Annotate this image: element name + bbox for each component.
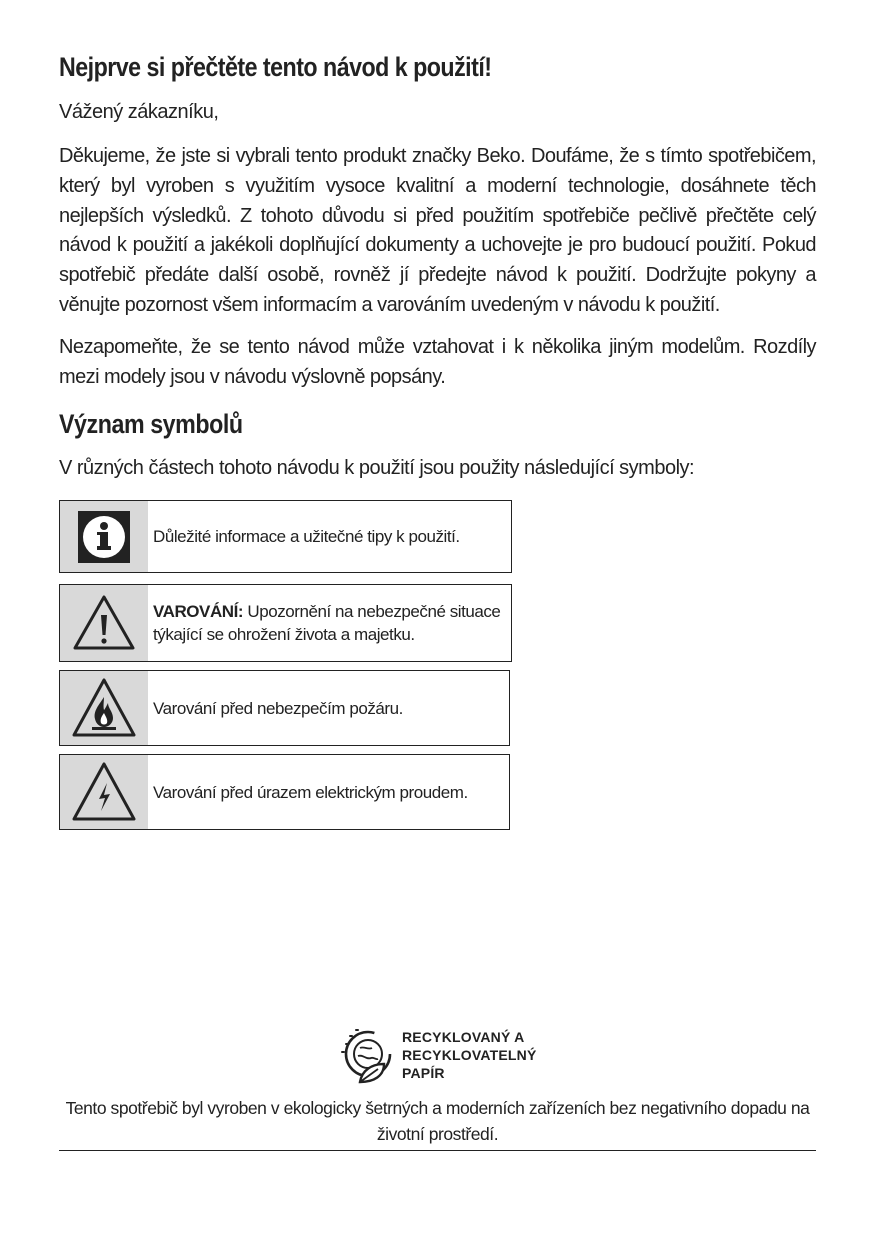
symbols-heading: Význam symbolů <box>59 409 243 439</box>
warning-label: VAROVÁNÍ: <box>153 602 244 621</box>
electric-hazard-icon <box>60 755 148 829</box>
symbol-row-fire <box>59 670 510 746</box>
recycling-leaf-icon <box>338 1024 396 1086</box>
symbol-text <box>148 585 511 661</box>
intro-paragraph: Děkujeme, že jste si vybrali tento produkt značky Beko. Doufáme, že s tímto spotřebičem, který byl vyroben s využitím vysoce kvalitní a moderní technologie, dosáhnete těch nejlepších výsledků. Z tohoto důvodu si před použitím spotřebiče pečlivě přečtěte celý návod k použití a jakékoli doplňující dokumenty a uchovejte je pro budoucí použití. Pokud spotřebič předáte další osobě, rovněž jí předejte návod k použití. Dodržujte pokyny a věnujte pozornost všem informacím a varováním uvedeným v návodu k použití. <box>59 145 816 316</box>
symbol-description: Upozornění na nebezpečné situace týkající se ohrožení života a majetku. <box>153 602 501 644</box>
models-paragraph: Nezapomeňte, že se tento návod může vztahovat i k několika jiným modelům. Rozdíly mezi modely jsou v návodu výslovně popsány. <box>59 336 816 388</box>
symbol-text <box>148 501 460 572</box>
symbol-row-warning <box>59 584 512 662</box>
eco-line-3: PAPÍR <box>402 1065 445 1081</box>
footer-text: Tento spotřebič byl vyroben v ekologicky šetrných a moderních zařízeních bez negativního dopadu na životní prostředí. <box>65 1098 810 1144</box>
eco-line-2: RECYKLOVATELNÝ <box>402 1047 537 1063</box>
symbol-text <box>148 671 403 745</box>
symbol-description: Důležité informace a užitečné tipy k použití. <box>153 527 460 546</box>
symbol-description: Varování před nebezpečím požáru. <box>153 698 403 718</box>
symbol-row-electric <box>59 754 510 830</box>
symbol-description: Varování před úrazem elektrickým proudem. <box>153 782 468 802</box>
symbol-row-info <box>59 500 512 573</box>
page-title: Nejprve si přečtěte tento návod k použití! <box>59 52 492 82</box>
warning-icon <box>60 585 148 661</box>
symbols-intro: V různých částech tohoto návodu k použití jsou použity následující symboly: <box>59 457 695 479</box>
footer-divider <box>59 1150 816 1151</box>
symbol-text <box>148 755 468 829</box>
recycled-paper-badge <box>338 1024 537 1086</box>
greeting: Vážený zákazníku, <box>59 101 219 123</box>
fire-hazard-icon <box>60 671 148 745</box>
recycled-paper-label <box>402 1028 537 1082</box>
info-icon <box>60 501 148 572</box>
eco-line-1: RECYKLOVANÝ A <box>402 1029 525 1045</box>
